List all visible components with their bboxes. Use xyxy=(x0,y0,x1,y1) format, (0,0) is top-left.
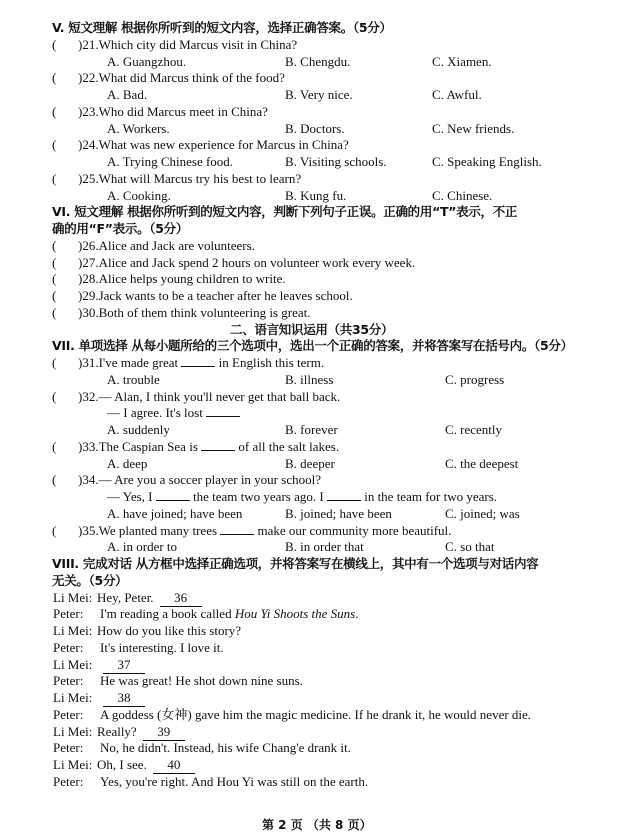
section-vii-title: VII. 单项选择 从每小题所给的三个选项中，选出一个正确的答案，并将答案写在括号内。（5分） xyxy=(52,338,573,354)
dialogue-text: He was great! He shot down nine suns. xyxy=(100,673,303,689)
book-title: Hou Yi Shoots the Suns xyxy=(234,606,356,622)
question-number: )21. xyxy=(78,36,99,52)
fill-blank[interactable] xyxy=(206,416,240,417)
section-vi-title: VI. 短文理解 根据你所听到的短文内容，判断下列句子正误。正确的用“T”表示，不正 xyxy=(52,204,518,220)
answer-blank[interactable]: 37 xyxy=(103,657,145,674)
option: B. Very nice. xyxy=(285,87,353,102)
dialogue-text: . xyxy=(355,606,359,622)
dialogue-text: I'm reading a book called xyxy=(100,606,235,622)
fill-blank[interactable] xyxy=(220,534,254,535)
fill-blank[interactable] xyxy=(201,450,235,451)
dialogue-line xyxy=(97,623,241,639)
answer-bracket[interactable]: ( xyxy=(52,438,57,454)
statement-text: Jack wants to be a teacher after he leaves school. xyxy=(98,288,353,303)
dialogue-text: No, he didn't. Instead, his wife Chang'e drank it. xyxy=(100,740,351,756)
question-text: What did Marcus think of the food? xyxy=(98,70,285,86)
speaker-name: Peter: xyxy=(53,706,84,722)
option: B. in order that xyxy=(285,539,364,555)
dialogue-line xyxy=(97,690,145,707)
option: C. New friends. xyxy=(432,120,515,136)
dialogue-line xyxy=(100,640,224,656)
fill-blank[interactable] xyxy=(156,500,190,501)
question-33 xyxy=(78,439,339,455)
option: A. Guangzhou. xyxy=(107,53,187,69)
dialogue-text: It's interesting. I love it. xyxy=(100,639,224,655)
option: C. the deepest xyxy=(445,455,519,471)
dialogue-line xyxy=(97,724,185,741)
dialogue-line xyxy=(100,740,351,756)
option: C. joined; was xyxy=(445,505,520,521)
dialogue-line xyxy=(97,757,195,774)
option: C. so that xyxy=(445,539,495,555)
question-text: What was new experience for Marcus in China? xyxy=(98,137,349,153)
speaker-name: Peter: xyxy=(53,740,84,756)
question-text: of all the salt lakes. xyxy=(235,438,340,454)
answer-bracket[interactable]: ( xyxy=(52,472,57,488)
question-34 xyxy=(78,472,321,488)
dialogue-line xyxy=(100,606,358,622)
speaker-name: Li Mei: xyxy=(53,623,93,638)
dialogue-text: Really? xyxy=(97,723,137,739)
question-text: — Yes, I xyxy=(107,489,156,504)
statement-28 xyxy=(78,271,286,287)
statement-text: Both of them think volunteering is great. xyxy=(98,304,311,320)
speaker-name: Li Mei: xyxy=(53,757,93,772)
speaker-name: Peter: xyxy=(53,606,84,622)
dialogue-text: Hey, Peter. xyxy=(97,589,154,605)
option: A. Workers. xyxy=(107,120,170,136)
question-text: Which city did Marcus visit in China? xyxy=(98,36,298,52)
question-text: Who did Marcus meet in China? xyxy=(98,103,268,119)
option: A. suddenly xyxy=(107,422,170,437)
question-text: in English this term. xyxy=(215,355,325,370)
option: A. Bad. xyxy=(107,87,148,102)
question-number: )23. xyxy=(78,103,99,119)
answer-bracket[interactable]: ( xyxy=(52,254,57,270)
question-25 xyxy=(78,171,301,187)
question-number: )33. xyxy=(78,438,99,454)
question-cont xyxy=(107,489,497,505)
question-32 xyxy=(78,389,340,405)
dialogue-text: Yes, you're right. And Hou Yi was still on the earth. xyxy=(100,773,369,789)
dialogue-line xyxy=(100,707,531,723)
section-viii-title-cont: 无关。（5分） xyxy=(52,572,128,588)
option: C. Speaking English. xyxy=(432,154,542,169)
fill-blank[interactable] xyxy=(327,500,361,501)
option: A. have joined; have been xyxy=(107,505,243,521)
question-number: )28. xyxy=(78,271,99,287)
question-text: I've made great xyxy=(98,355,182,370)
answer-bracket[interactable]: ( xyxy=(52,388,57,404)
part-two-title: 二、语言知识运用（共35分） xyxy=(230,321,394,337)
question-number: )32. xyxy=(78,388,99,404)
section-vi-title-cont: 确的用“F”表示。（5分） xyxy=(52,221,189,236)
option: B. illness xyxy=(285,371,334,387)
question-number: )31. xyxy=(78,355,99,370)
statement-text: Alice and Jack spend 2 hours on volunteer work every week. xyxy=(98,254,416,270)
answer-blank[interactable]: 36 xyxy=(160,590,202,607)
dialogue-text: A goddess (女神) gave him the magic medicine. If he drank it, he would never die. xyxy=(100,706,532,722)
question-text: The Caspian Sea is xyxy=(98,438,202,454)
page-footer: 第 2 页 （共 8 页） xyxy=(262,818,372,832)
fill-blank[interactable] xyxy=(181,366,215,367)
question-number: )27. xyxy=(78,254,99,270)
speaker-name: Li Mei: xyxy=(53,589,93,605)
question-text: in the team for two years. xyxy=(360,489,498,504)
question-35 xyxy=(78,523,451,539)
question-text: — I agree. It's lost xyxy=(107,405,207,421)
option: B. joined; have been xyxy=(285,505,392,521)
question-number: )25. xyxy=(78,170,99,186)
answer-bracket[interactable]: ( xyxy=(52,36,57,52)
option: B. Kung fu. xyxy=(285,187,347,203)
answer-bracket[interactable]: ( xyxy=(52,304,57,320)
question-text: — Alan, I think you'll never get that ball back. xyxy=(98,388,341,404)
question-23 xyxy=(78,104,268,120)
speaker-name: Peter: xyxy=(53,639,84,655)
option: A. Trying Chinese food. xyxy=(107,154,234,169)
answer-bracket[interactable]: ( xyxy=(52,237,57,253)
option: B. Visiting schools. xyxy=(285,154,387,169)
question-number: )24. xyxy=(78,137,99,153)
option: B. deeper xyxy=(285,455,335,471)
option: C. progress xyxy=(445,371,505,387)
speaker-name: Peter: xyxy=(53,673,84,689)
option: B. Chengdu. xyxy=(285,53,351,69)
dialogue-text: Oh, I see. xyxy=(97,757,147,772)
answer-blank[interactable]: 39 xyxy=(143,724,185,741)
answer-bracket[interactable]: ( xyxy=(52,288,57,303)
dialogue-line xyxy=(100,673,303,689)
answer-bracket[interactable]: ( xyxy=(52,271,57,287)
option: C. Chinese. xyxy=(432,187,493,203)
answer-bracket[interactable]: ( xyxy=(52,170,57,186)
option: B. Doctors. xyxy=(285,120,345,136)
answer-bracket[interactable]: ( xyxy=(52,355,57,370)
question-number: )35. xyxy=(78,522,99,538)
question-text: make our community more beautiful. xyxy=(254,522,452,538)
statement-29 xyxy=(78,288,353,304)
answer-blank[interactable]: 38 xyxy=(103,690,145,707)
speaker-name: Peter: xyxy=(53,773,84,789)
question-24 xyxy=(78,137,349,153)
dialogue-text: How do you like this story? xyxy=(97,623,242,638)
statement-30 xyxy=(78,305,311,321)
section-v-title: V. 短文理解 根据你所听到的短文内容，选择正确答案。（5分） xyxy=(52,20,392,35)
speaker-name: Li Mei: xyxy=(53,690,93,705)
statement-text: Alice and Jack are volunteers. xyxy=(98,237,255,253)
option: C. Awful. xyxy=(432,87,482,102)
option: C. Xiamen. xyxy=(432,53,492,69)
dialogue-line xyxy=(97,657,145,674)
question-text: What will Marcus try his best to learn? xyxy=(98,170,302,186)
statement-27 xyxy=(78,255,415,271)
question-22 xyxy=(78,70,285,86)
question-text: We planted many trees xyxy=(98,522,221,538)
question-21 xyxy=(78,37,297,53)
answer-bracket[interactable]: ( xyxy=(52,137,57,153)
statement-text: Alice helps young children to write. xyxy=(98,271,286,287)
question-number: )34. xyxy=(78,472,99,488)
option: A. deep xyxy=(107,455,148,471)
statement-26 xyxy=(78,238,255,254)
option: B. forever xyxy=(285,422,338,437)
answer-bracket[interactable]: ( xyxy=(52,70,57,86)
question-cont xyxy=(107,405,240,421)
dialogue-line xyxy=(100,774,368,790)
question-number: )26. xyxy=(78,237,99,253)
option: A. trouble xyxy=(107,371,160,387)
section-viii-title: VIII. 完成对话 从方框中选择正确选项，并将答案写在横线上，其中有一个选项与对话内容 xyxy=(52,556,539,571)
question-number: )30. xyxy=(78,304,99,320)
question-number: )29. xyxy=(78,288,99,303)
speaker-name: Li Mei: xyxy=(53,656,93,672)
answer-bracket[interactable]: ( xyxy=(52,522,57,538)
question-31 xyxy=(78,355,324,371)
question-text: — Are you a soccer player in your school? xyxy=(98,472,321,488)
answer-bracket[interactable]: ( xyxy=(52,103,57,119)
question-text: the team two years ago. I xyxy=(189,489,327,504)
question-number: )22. xyxy=(78,70,99,86)
option: A. in order to xyxy=(107,539,178,555)
option: C. recently xyxy=(445,422,503,437)
speaker-name: Li Mei: xyxy=(53,723,93,739)
option: A. Cooking. xyxy=(107,187,171,203)
dialogue-line xyxy=(97,590,202,607)
answer-blank[interactable]: 40 xyxy=(153,757,195,774)
